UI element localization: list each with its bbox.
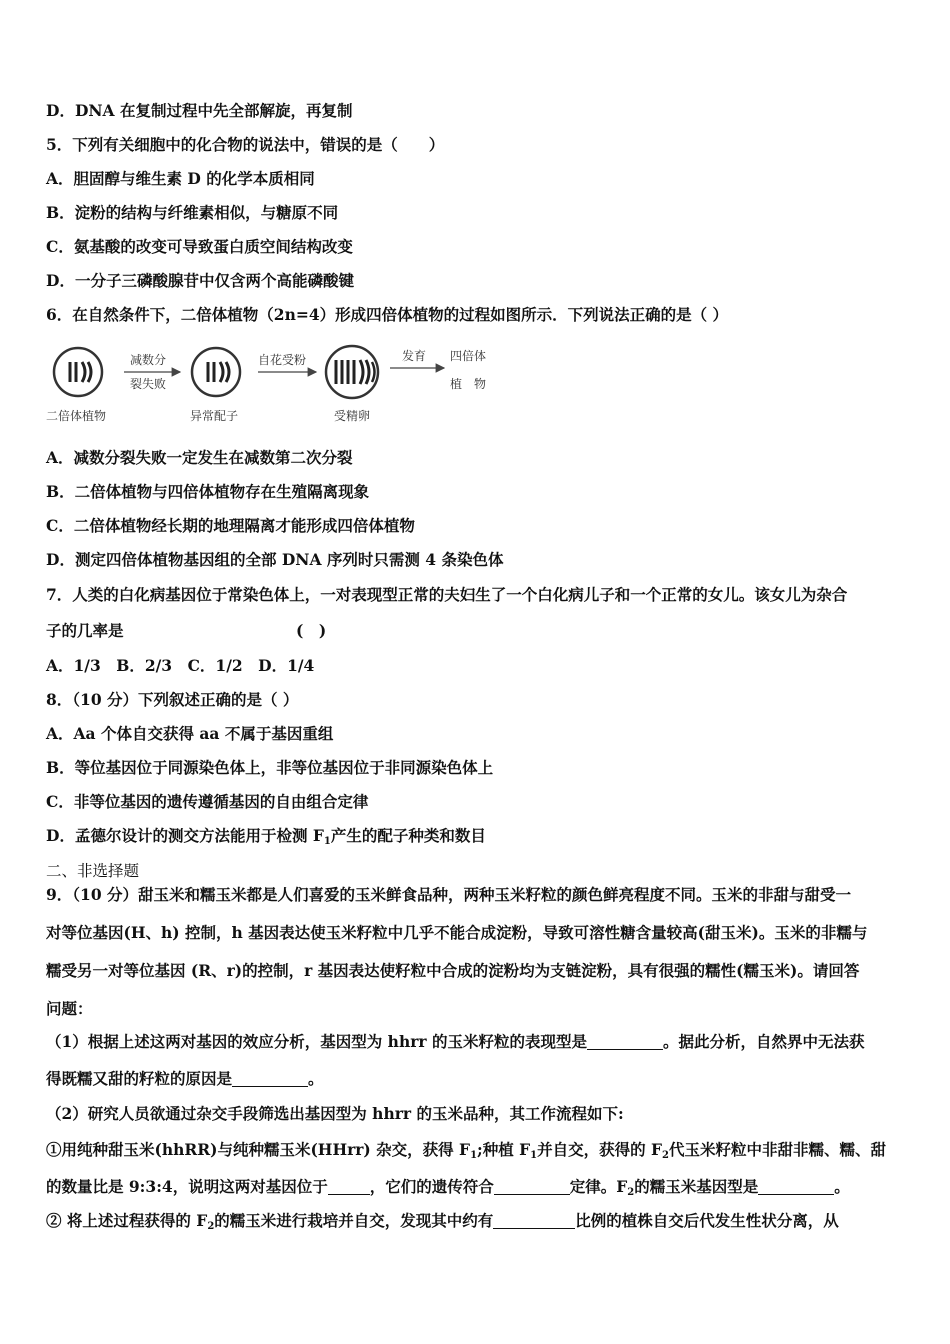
q8-stem: 8．（10 分）下列叙述正确的是（ ） (46, 690, 299, 709)
q8-option-d: D．孟德尔设计的测交方法能用于检测 $F_1$产生的配子种类和数目 (46, 826, 486, 847)
q6-option-d: D．测定四倍体植物基因组的全部 DNA 序列时只需测 4 条染色体 (46, 550, 504, 569)
answer-blank[interactable] (328, 1178, 370, 1195)
q9-line2: 对等位基因(H、h) 控制，h 基因表达使玉米籽粒中几乎不能合成淀粉，导致可溶性糖含量较高(甜玉米)。玉米的非糯与 (46, 923, 868, 942)
arrow2-label-top: 自花受粉 (258, 353, 307, 367)
arrow1-label-top: 减数分 (130, 353, 167, 367)
q8-option-b: B．等位基因位于同源染色体上，非等位基因位于非同源染色体上 (46, 758, 494, 777)
zygote-cell (326, 346, 378, 398)
q9-step2-line1: ② 将上述过程获得的 $F_2$的糯玉米进行栽培并自交，发现其中约有 比例的植株自交后代发生性状分离，从 (46, 1211, 839, 1232)
abnormal-gamete-cell (192, 348, 240, 396)
label-diploid: 二倍体植物 (46, 409, 107, 423)
answer-blank[interactable] (493, 1212, 575, 1229)
q4-option-d: D．DNA 在复制过程中先全部解旋，再复制 (46, 101, 353, 120)
q9-step1-line1: ①用纯种甜玉米(hhRR)与纯种糯玉米(HHrr) 杂交，获得 $F_1$;种植 $F_1$并自交，获得的 $F_2$代玉米籽粒中非甜非糯、糯、甜 (46, 1140, 887, 1161)
q6-stem: 6．在自然条件下，二倍体植物（2n=4）形成四倍体植物的过程如图所示．下列说法正确的是（ ） (46, 305, 729, 324)
q6-option-b: B．二倍体植物与四倍体植物存在生殖隔离现象 (46, 482, 370, 501)
arrow3-label-top: 发育 (402, 349, 427, 363)
q9-line3: 糯受另一对等位基因 (R、r)的控制，r 基因表达使籽粒中合成的淀粉均为支链淀粉，具有很强的糯性(糯玉米)。请回答 (46, 961, 860, 980)
q9-line4: 问题： (46, 999, 93, 1018)
label-zygote: 受精卵 (334, 409, 371, 423)
q9-line1: 9．（10 分）甜玉米和糯玉米都是人们喜爱的玉米鲜食品种，两种玉米籽粒的颜色鲜亮程度不同。玉米的非甜与甜受一 (46, 885, 852, 904)
q9-part1-line2: 得既糯又甜的籽粒的原因是 。 (46, 1069, 324, 1088)
q7-stem-line2 (46, 620, 906, 642)
q5-option-d: D．一分子三磷酸腺苷中仅含两个高能磷酸键 (46, 271, 354, 290)
q5-option-a: A．胆固醇与维生素 D 的化学本质相同 (46, 169, 315, 188)
q7-stem-line1: 7．人类的白化病基因位于常染色体上，一对表现型正常的夫妇生了一个白化病儿子和一个正常的女儿。该女儿为杂合 (46, 585, 848, 604)
q7-answer-bracket: ( ) (296, 621, 327, 640)
diploid-cell (54, 348, 102, 396)
q5-option-b: B．淀粉的结构与纤维素相似，与糖原不同 (46, 203, 339, 222)
answer-blank[interactable] (587, 1033, 663, 1050)
q5-stem: 5．下列有关细胞中的化合物的说法中，错误的是（ ） (46, 135, 445, 154)
q9-part1-line1: （1）根据上述这两对基因的效应分析，基因型为 hhrr 的玉米籽粒的表现型是 。据此分析，自然界中无法获 (46, 1032, 865, 1051)
label-tetraploid-1: 四倍体 (450, 349, 487, 363)
q6-option-a: A．减数分裂失败一定发生在减数第二次分裂 (46, 448, 353, 467)
label-tetraploid-2: 植 物 (450, 377, 487, 391)
q6-option-c: C．二倍体植物经长期的地理隔离才能形成四倍体植物 (46, 516, 415, 535)
q8-option-c: C．非等位基因的遗传遵循基因的自由组合定律 (46, 792, 369, 811)
q9-step1-line2: 的数量比是 9:3:4，说明这两对基因位于 ，它们的遗传符合 定律。$F_2$的糯玉米基因型是 。 (46, 1177, 850, 1198)
q7-stem-text: 子的几率是 (46, 621, 124, 640)
answer-blank[interactable] (494, 1178, 570, 1195)
q7-options: A．1/3 B．2/3 C．1/2 D．1/4 (46, 656, 315, 675)
q8-option-a: A．Aa 个体自交获得 aa 不属于基因重组 (46, 724, 334, 743)
polyploidy-diagram (44, 338, 514, 432)
q5-option-c: C．氨基酸的改变可导致蛋白质空间结构改变 (46, 237, 353, 256)
q9-part2-intro: （2）研究人员欲通过杂交手段筛选出基因型为 hhrr 的玉米品种，其工作流程如下: (46, 1104, 624, 1123)
answer-blank[interactable] (758, 1178, 834, 1195)
answer-blank[interactable] (232, 1070, 308, 1087)
arrow1-label-bottom: 裂失败 (130, 377, 167, 391)
section-title-nonchoice: 二、非选择题 (46, 862, 140, 880)
label-gamete: 异常配子 (190, 409, 239, 423)
